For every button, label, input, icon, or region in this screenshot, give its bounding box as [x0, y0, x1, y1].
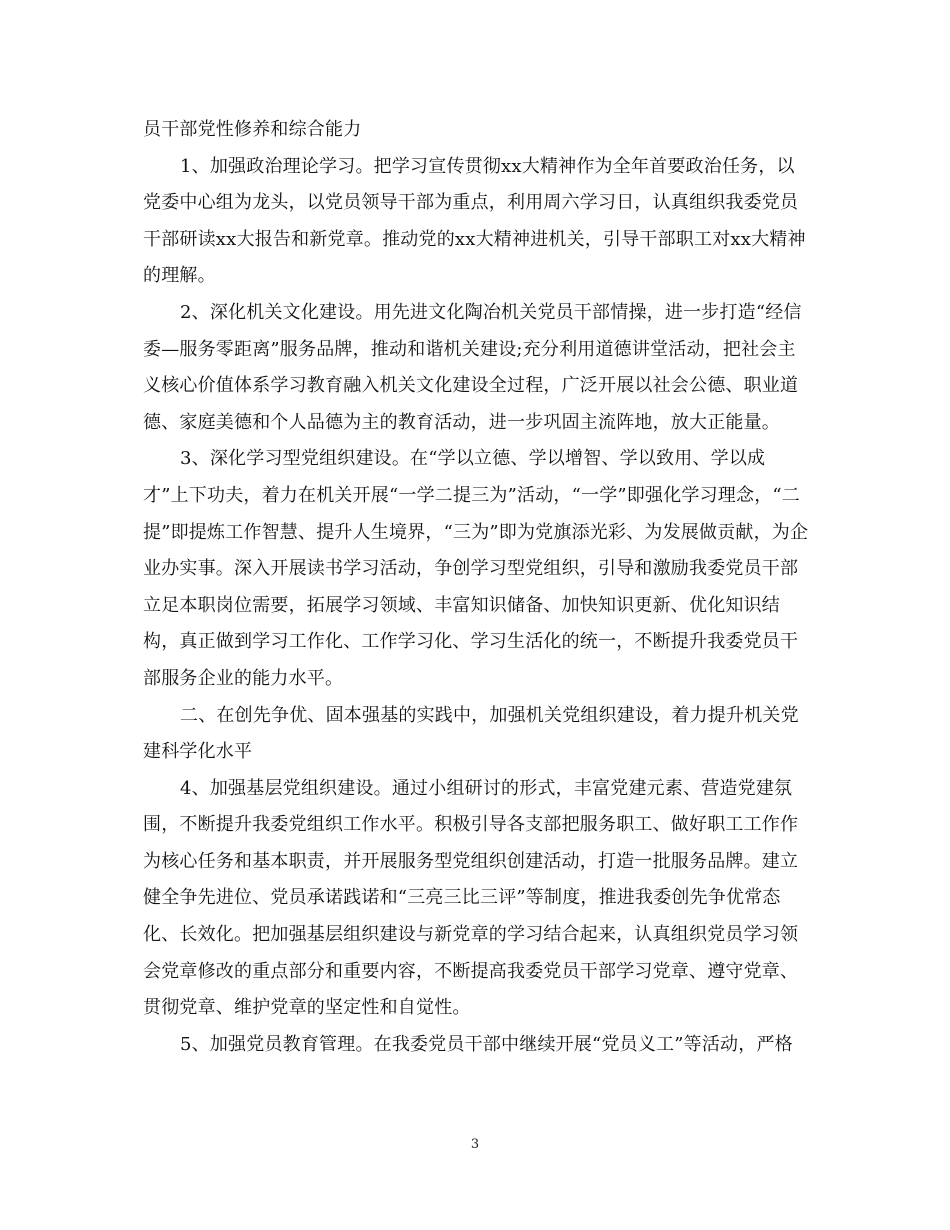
page-number: 3 — [470, 1137, 480, 1152]
paragraph-continuation: 员干部党性修养和综合能力 — [143, 119, 362, 140]
paragraph-item-1: 1、加强政治理论学习。把学习宣传贯彻xx大精神作为全年首要政治任务，以党委中心组为龙头，以党员领导干部为重点，利用周六学习日，认真组织我委党员干部研读xx大报告和新党章。推动党的xx大精神进机关，引导干部职工对xx大精神的理解。 — [143, 155, 806, 287]
paragraph-item-2: 2、深化机关文化建设。用先进文化陶冶机关党员干部情操，进一步打造“经信委—服务零距离”服务品牌，推动和谐机关建设;充分利用道德讲堂活动，把社会主义核心价值体系学习教育融入机关文化建设全过程，广泛开展以社会公德、职业道德、家庭美德和个人品德为主的教育活动，进一步巩固主流阵地，放大正能量。 — [143, 301, 802, 433]
document-body — [143, 112, 811, 1063]
paragraph-item-4: 4、加强基层党组织建设。通过小组研讨的形式，丰富党建元素、营造党建氛围，不断提升我委党组织工作水平。积极引导各支部把服务职工、做好职工工作作为核心任务和基本职责，并开展服务型党组织创建活动，打造一批服务品牌。建立健全争先进位、党员承诺践诺和“三亮三比三评”等制度，推进我委创先争优常态化、长效化。把加强基层组织建设与新党章的学习结合起来，认真组织党员学习领会党章修改的重点部分和重要内容，不断提高我委党员干部学习党章、遵守党章、贯彻党章、维护党章的坚定性和自觉性。 — [143, 777, 799, 1019]
paragraph-item-3: 3、深化学习型党组织建设。在“学以立德、学以增智、学以致用、学以成才”上下功夫，着力在机关开展“一学二提三为”活动，“一学”即强化学习理念，“二提”即提炼工作智慧、提升人生境界，“三为”即为党旗添光彩、为发展做贡献，为企业办实事。深入开展读书学习活动，争创学习型党组织，引导和激励我委党员干部立足本职岗位需要，拓展学习领域、丰富知识储备、加快知识更新、优化知识结构，真正做到学习工作化、工作学习化、学习生活化的统一，不断提升我委党员干部服务企业的能力水平。 — [143, 448, 809, 689]
paragraph-item-5: 5、加强党员教育管理。在我委党员干部中继续开展“党员义工”等活动，严格 — [180, 1033, 793, 1055]
section-heading-2: 二、在创先争优、固本强基的实践中，加强机关党组织建设，着力提升机关党建科学化水平 — [143, 704, 799, 763]
